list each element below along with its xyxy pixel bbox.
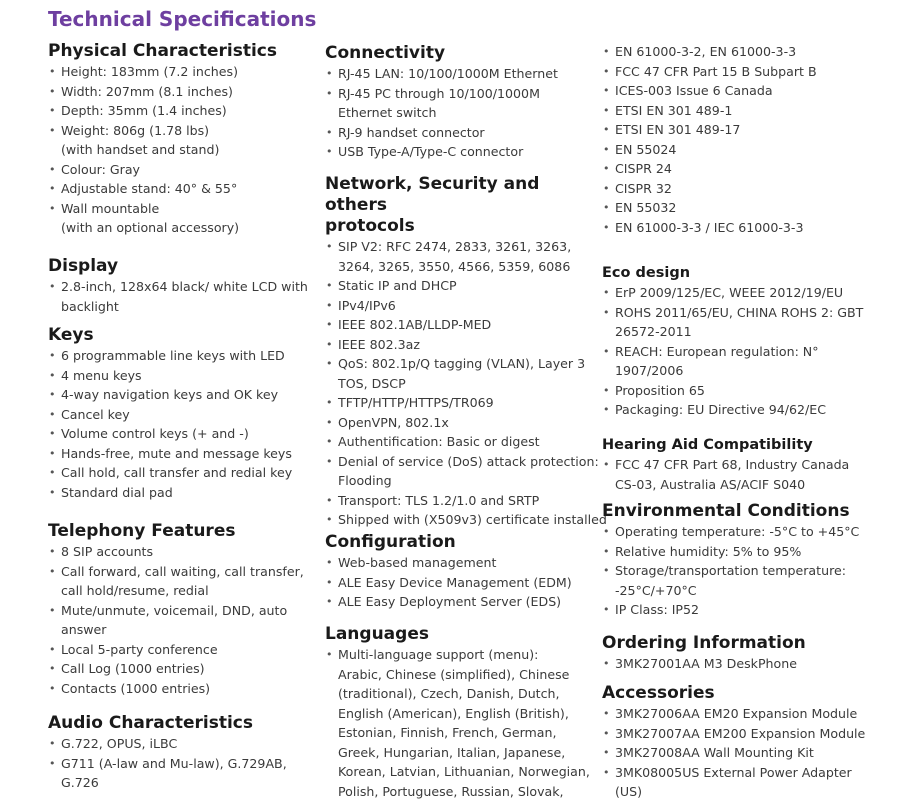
list-item-text: • Proposition 65 <box>615 382 705 398</box>
list-item <box>602 140 902 160</box>
list-item-text: • Authentification: Basic or digest <box>338 434 540 449</box>
physical-section <box>48 41 318 238</box>
keys-section <box>48 325 318 502</box>
list-item <box>602 218 902 238</box>
list-item <box>48 160 318 180</box>
list-item <box>602 42 902 62</box>
list-item <box>48 542 318 562</box>
list-item <box>325 237 595 276</box>
list-item <box>325 592 595 612</box>
eco-list <box>602 283 902 420</box>
list-item <box>602 561 902 600</box>
list-item <box>48 179 318 199</box>
list-item <box>602 455 902 494</box>
list-item <box>602 283 902 303</box>
list-item-text: • RJ-9 handset connector <box>338 124 485 140</box>
configuration-heading: Configuration <box>325 532 456 552</box>
audio-list <box>48 734 318 793</box>
list-item-text: • Contacts (1000 entries) <box>61 680 211 696</box>
display-heading: Display <box>48 256 119 276</box>
list-item-text: Greek, Hungarian, Italian, Japanese, <box>338 744 566 760</box>
list-item-text: • Call forward, call waiting, call transfer, <box>61 563 304 579</box>
list-item-text: • ROHS 2011/65/EU, CHINA ROHS 2: GBT <box>615 304 864 320</box>
list-item-text: call hold/resume, redial <box>61 583 209 598</box>
languages-heading: Languages <box>325 624 429 644</box>
telephony-heading: Telephony Features <box>48 521 236 541</box>
list-item-text: • QoS: 802.1p/Q tagging (VLAN), Layer 3 <box>338 356 586 371</box>
list-item-text: • IEEE 802.1AB/LLDP-MED <box>338 317 492 332</box>
list-item <box>602 62 902 82</box>
standards-section <box>602 42 902 237</box>
keys-heading: Keys <box>48 325 94 345</box>
list-item <box>602 600 902 620</box>
list-item-text: • CISPR 32 <box>615 180 672 196</box>
list-item-text: G.726 <box>61 775 99 790</box>
network-list <box>325 237 607 530</box>
audio-section <box>48 713 318 793</box>
list-item-text: • 2.8-inch, 128x64 black/ white LCD with <box>61 279 308 294</box>
list-item <box>325 84 595 123</box>
list-item-text: • EN 55024 <box>615 141 677 157</box>
list-item <box>48 659 318 679</box>
list-item <box>48 562 318 601</box>
list-item-text: • ICES-003 Issue 6 Canada <box>615 83 773 98</box>
list-item-text: (with handset and stand) <box>61 142 220 157</box>
keys-list <box>48 346 318 502</box>
list-item <box>48 101 318 121</box>
list-item-text: • Shipped with (X509v3) certificate installed <box>338 512 607 527</box>
list-item <box>48 199 318 238</box>
list-item-text: • Web-based management <box>338 555 497 570</box>
list-item-text: • EN 61000-3-2, EN 61000-3-3 <box>615 44 797 59</box>
list-item-text: • Static IP and DHCP <box>338 278 457 293</box>
network-heading-line1: Network, Security and others <box>325 174 540 215</box>
list-item-text: • Hands-free, mute and message keys <box>61 445 292 461</box>
list-item <box>602 179 902 199</box>
list-item <box>325 354 595 393</box>
list-item-text: 26572-2011 <box>615 324 692 339</box>
list-item <box>48 346 318 366</box>
languages-section <box>325 624 595 801</box>
list-item-text: -25°C/+70°C <box>615 582 697 598</box>
list-item <box>325 491 595 511</box>
list-item <box>602 542 902 562</box>
list-item-text: (US) <box>615 784 643 799</box>
network-heading-line2: protocols <box>325 216 415 236</box>
list-item-text: • Multi-language support (menu): <box>338 647 539 662</box>
list-item-text: • Operating temperature: -5°C to +45°C <box>615 524 860 539</box>
list-item-text: Polish, Portuguese, Russian, Slovak, <box>338 783 564 799</box>
list-item-text: • G711 (A-law and Mu-law), G.729AB, <box>61 755 287 771</box>
display-list <box>48 277 318 316</box>
list-item-text: Arabic, Chinese (simplified), Chinese <box>338 666 570 682</box>
list-item <box>48 424 318 444</box>
list-item <box>325 64 595 84</box>
network-heading <box>325 174 595 237</box>
hearing-heading: Hearing Aid Compatibility <box>602 437 813 453</box>
list-item <box>325 123 595 143</box>
list-item <box>602 763 902 802</box>
list-item-text: • 4-way navigation keys and OK key <box>61 387 279 402</box>
standards-list <box>602 42 902 237</box>
list-item-text: • FCC 47 CFR Part 15 B Subpart B <box>615 63 817 79</box>
list-item <box>48 640 318 660</box>
list-item-text: • FCC 47 CFR Part 68, Industry Canada <box>615 457 850 472</box>
list-item <box>325 645 595 801</box>
ordering-list <box>602 654 902 674</box>
list-item <box>48 121 318 160</box>
list-item-text: • Weight: 806g (1.78 lbs) <box>61 122 210 138</box>
list-item-text: Korean, Latvian, Lithuanian, Norwegian, <box>338 764 590 779</box>
telephony-section <box>48 521 318 698</box>
list-item-text: 3264, 3265, 3550, 4566, 5359, 6086 <box>338 258 571 274</box>
list-item-text: • CISPR 24 <box>615 161 672 176</box>
configuration-list <box>325 553 595 612</box>
list-item <box>602 101 902 121</box>
list-item-text: 1907/2006 <box>615 363 684 378</box>
list-item-text: • RJ-45 PC through 10/100/1000M <box>338 85 540 101</box>
list-item-text: • EN 61000-3-3 / IEC 61000-3-3 <box>615 219 804 235</box>
list-item-text: • Call hold, call transfer and redial key <box>61 465 293 480</box>
hearing-section <box>602 435 902 494</box>
list-item <box>602 724 902 744</box>
list-item <box>325 393 595 413</box>
environment-section <box>602 501 902 620</box>
list-item <box>48 366 318 386</box>
environment-heading: Environmental Conditions <box>602 501 850 521</box>
network-section <box>325 174 607 530</box>
list-item <box>48 62 318 82</box>
list-item-text: • Depth: 35mm (1.4 inches) <box>61 103 227 118</box>
physical-heading: Physical Characteristics <box>48 41 278 61</box>
list-item <box>48 444 318 464</box>
list-item <box>325 573 595 593</box>
list-item-text: TOS, DSCP <box>338 375 406 391</box>
list-item-text: • Colour: Gray <box>61 161 140 177</box>
list-item <box>48 734 318 754</box>
list-item <box>602 342 902 381</box>
list-item <box>325 276 595 296</box>
list-item-text: • Relative humidity: 5% to 95% <box>615 543 802 559</box>
list-item-text: • SIP V2: RFC 2474, 2833, 3261, 3263, <box>338 239 572 254</box>
list-item <box>325 335 595 355</box>
hearing-list <box>602 455 902 494</box>
list-item-text: • 3MK27006AA EM20 Expansion Module <box>615 706 858 721</box>
list-item <box>325 296 595 316</box>
list-item <box>602 654 902 674</box>
list-item-text: answer <box>61 622 107 637</box>
list-item-text: • 4 menu keys <box>61 367 142 383</box>
languages-list <box>325 645 595 801</box>
list-item <box>48 601 318 640</box>
list-item <box>602 743 902 763</box>
list-item <box>48 483 318 503</box>
list-item-text: • Cancel key <box>61 406 130 422</box>
list-item-text: • 6 programmable line keys with LED <box>61 348 285 363</box>
list-item-text: • Packaging: EU Directive 94/62/EC <box>615 402 827 417</box>
list-item <box>325 432 595 452</box>
list-item <box>325 142 595 162</box>
ordering-heading: Ordering Information <box>602 633 806 653</box>
list-item-text: • Standard dial pad <box>61 484 173 500</box>
display-section <box>48 256 318 316</box>
list-item <box>602 303 902 342</box>
list-item <box>48 754 318 793</box>
list-item-text: CS-03, Australia AS/ACIF S040 <box>615 476 806 492</box>
list-item-text: Ethernet switch <box>338 105 437 120</box>
list-item <box>325 413 595 433</box>
list-item <box>325 452 599 491</box>
list-item-text: • Adjustable stand: 40° & 55° <box>61 181 238 196</box>
physical-list <box>48 62 318 238</box>
telephony-list <box>48 542 318 698</box>
list-item <box>48 679 318 699</box>
list-item-text: English (American), English (British), <box>338 705 569 721</box>
eco-section <box>602 263 902 420</box>
list-item-text: • 3MK08005US External Power Adapter <box>615 764 852 780</box>
list-item <box>602 159 902 179</box>
list-item-text: • Wall mountable <box>61 200 160 216</box>
list-item <box>325 553 595 573</box>
list-item <box>602 120 902 140</box>
list-item <box>48 82 318 102</box>
list-item-text: Flooding <box>338 473 392 488</box>
list-item-text: • ErP 2009/125/EC, WEEE 2012/19/EU <box>615 285 844 300</box>
list-item <box>602 704 902 724</box>
list-item <box>48 385 318 405</box>
list-item <box>325 315 595 335</box>
list-item-text: (traditional), Czech, Danish, Dutch, <box>338 686 560 701</box>
list-item <box>325 510 607 530</box>
connectivity-list <box>325 64 595 162</box>
list-item-text: • 3MK27007AA EM200 Expansion Module <box>615 725 866 741</box>
list-item-text: • RJ-45 LAN: 10/100/1000M Ethernet <box>338 66 558 81</box>
list-item-text: • Volume control keys (+ and -) <box>61 426 249 441</box>
list-item <box>602 198 902 218</box>
list-item-text: • TFTP/HTTP/HTTPS/TR069 <box>338 395 494 410</box>
accessories-list <box>602 704 902 802</box>
list-item-text: • Denial of service (DoS) attack protection: <box>338 453 599 469</box>
list-item-text: • Storage/transportation temperature: <box>615 563 846 578</box>
list-item-text: • 8 SIP accounts <box>61 544 154 559</box>
list-item-text: Estonian, Finnish, French, German, <box>338 725 557 740</box>
accessories-section <box>602 683 902 802</box>
list-item <box>48 405 318 425</box>
list-item-text: • IPv4/IPv6 <box>338 297 396 313</box>
list-item <box>602 400 902 420</box>
list-item-text: • OpenVPN, 802.1x <box>338 414 449 430</box>
list-item-text: • Height: 183mm (7.2 inches) <box>61 64 239 79</box>
list-item-text: • REACH: European regulation: N° <box>615 343 819 359</box>
list-item-text: backlight <box>61 298 119 314</box>
audio-heading: Audio Characteristics <box>48 713 253 733</box>
list-item-text: • ALE Easy Deployment Server (EDS) <box>338 594 562 609</box>
list-item-text: • IP Class: IP52 <box>615 602 700 617</box>
list-item-text: • ETSI EN 301 489-1 <box>615 102 733 118</box>
list-item <box>602 522 902 542</box>
list-item-text: • 3MK27001AA M3 DeskPhone <box>615 656 797 671</box>
list-item-text: • Transport: TLS 1.2/1.0 and SRTP <box>338 492 540 508</box>
list-item <box>48 277 318 316</box>
list-item-text: • 3MK27008AA Wall Mounting Kit <box>615 745 814 760</box>
accessories-heading: Accessories <box>602 683 715 703</box>
list-item-text: • Width: 207mm (8.1 inches) <box>61 83 233 99</box>
list-item-text: • Mute/unmute, voicemail, DND, auto <box>61 602 288 618</box>
list-item-text: (with an optional accessory) <box>61 220 240 235</box>
list-item-text: • Call Log (1000 entries) <box>61 661 205 676</box>
configuration-section <box>325 532 595 612</box>
connectivity-heading: Connectivity <box>325 43 446 63</box>
list-item-text: • G.722, OPUS, iLBC <box>61 736 178 751</box>
list-item <box>602 381 902 401</box>
list-item-text: • ALE Easy Device Management (EDM) <box>338 574 572 590</box>
eco-heading: Eco design <box>602 265 691 281</box>
list-item <box>602 81 902 101</box>
list-item-text: • ETSI EN 301 489-17 <box>615 122 741 137</box>
list-item <box>48 463 318 483</box>
list-item-text: • EN 55032 <box>615 200 677 215</box>
environment-list <box>602 522 902 620</box>
page-title: Technical Specifications <box>48 7 317 31</box>
ordering-section <box>602 633 902 674</box>
list-item-text: • USB Type-A/Type-C connector <box>338 144 524 159</box>
list-item-text: • Local 5-party conference <box>61 641 218 657</box>
connectivity-section <box>325 43 595 162</box>
list-item-text: • IEEE 802.3az <box>338 336 420 352</box>
